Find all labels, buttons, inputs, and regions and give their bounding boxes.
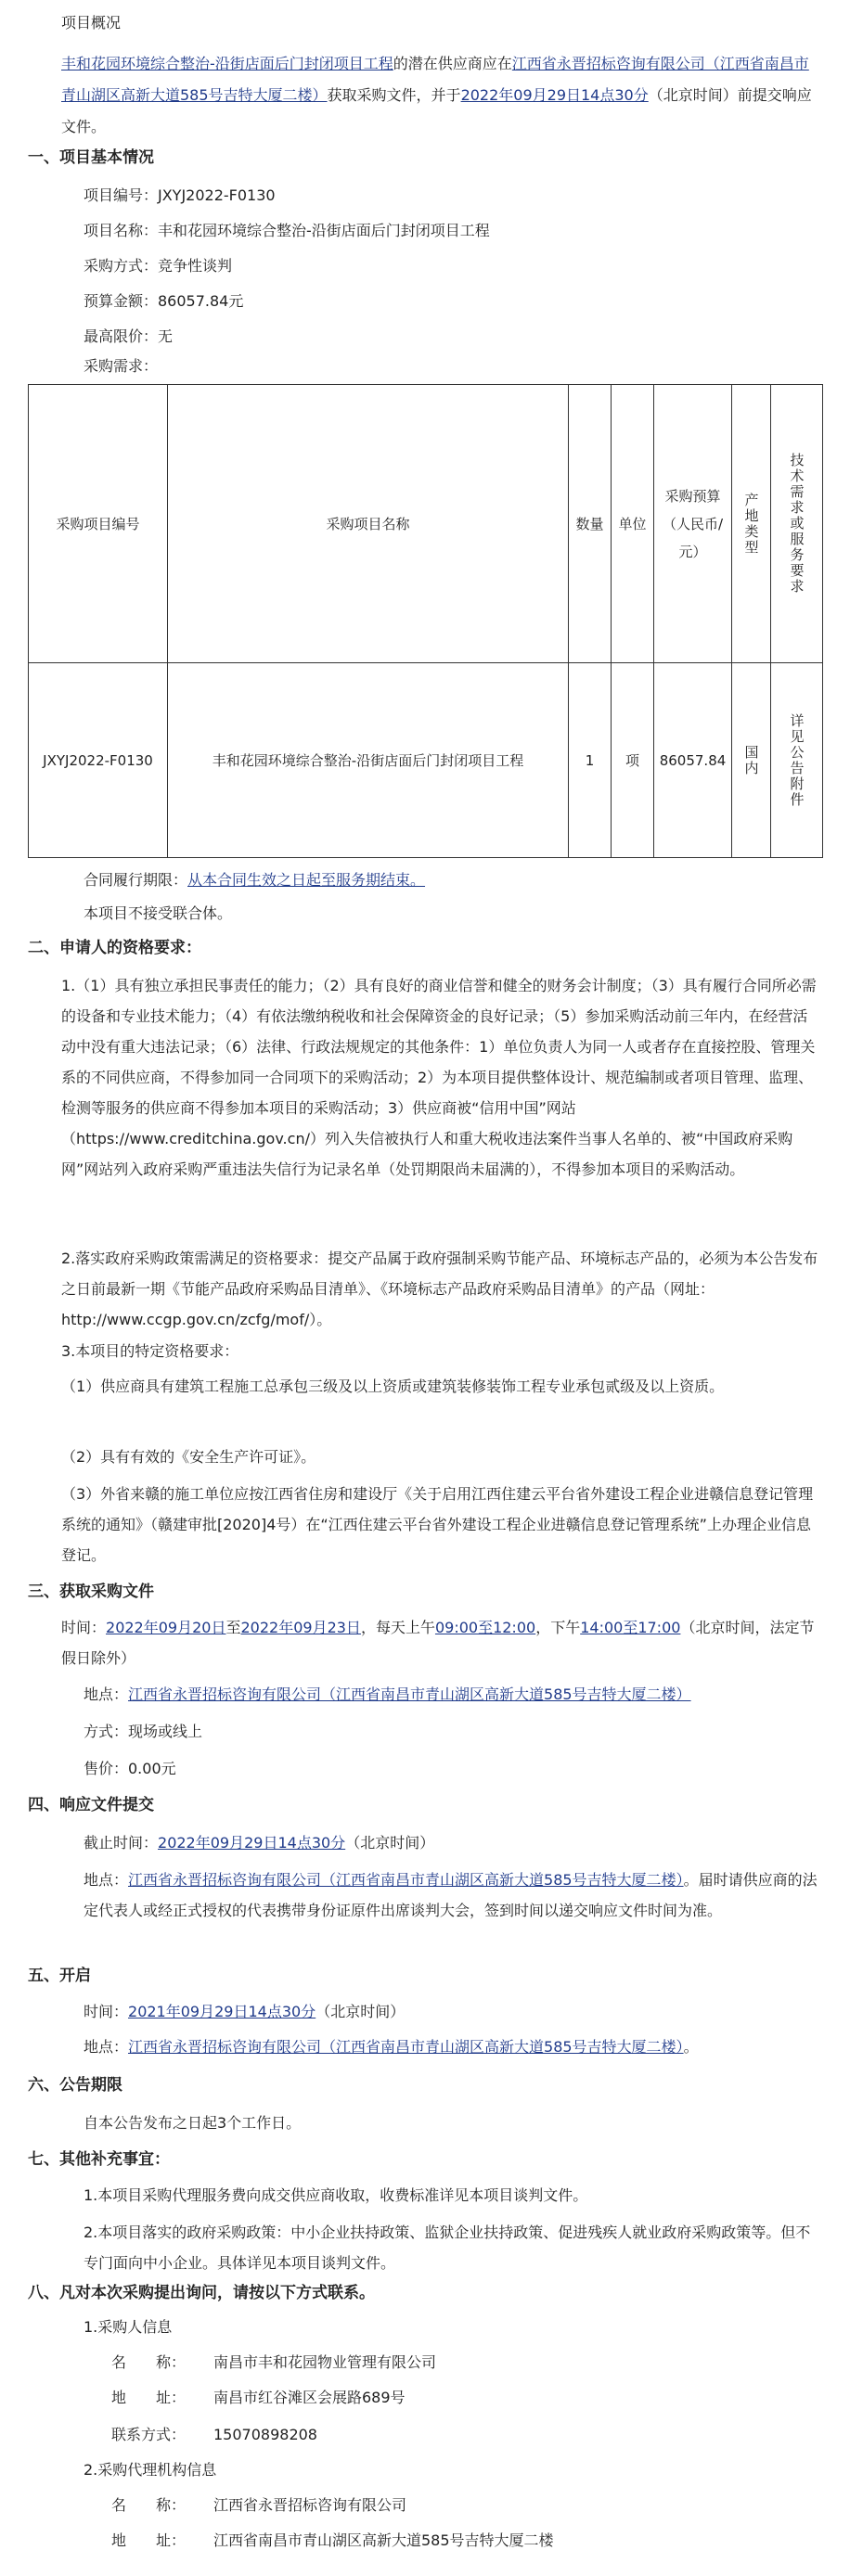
deadline-link: 2022年09月29日14点30分 <box>460 86 649 104</box>
agency-address-link: 江西省永晋招标咨询有限公司（江西省南昌市青山湖区高新大道585号吉特大厦二楼） <box>61 55 809 104</box>
opening-place: 地点：江西省永晋招标咨询有限公司（江西省南昌市青山湖区高新大道585号吉特大厦二楼）。 <box>84 2038 699 2056</box>
budget-amount: 预算金额：86057.84元 <box>84 292 244 310</box>
header-cell: 采购预算（人民币/元） <box>654 385 732 663</box>
table-cell: 86057.84 <box>654 663 732 858</box>
submission-deadline: 截止时间：2022年09月29日14点30分（北京时间） <box>84 1834 435 1852</box>
overview-title: 项目概况 <box>61 14 122 32</box>
table-cell: 国内 <box>732 663 771 858</box>
project-number: 项目编号：JXYJ2022-F0130 <box>84 186 276 204</box>
requirement-table <box>28 384 823 858</box>
section-5-heading: 五、开启 <box>28 1967 91 1985</box>
table-cell: 丰和花园环境综合整治-沿街店面后门封闭项目工程 <box>168 663 569 858</box>
buyer-name: 名 称： 南昌市丰和花园物业管理有限公司 <box>111 2353 437 2371</box>
agent-address: 地 址： 江西省南昌市青山湖区高新大道585号吉特大厦二楼 <box>111 2531 554 2549</box>
table-cell: 项 <box>612 663 654 858</box>
acquire-time: 时间：2022年09月20日至2022年09月23日，每天上午09:00至12:00，下午14:00至17:00（北京时间，法定节假日除外） <box>61 1619 815 1667</box>
qualification-item-2: 2.落实政府采购政策需满足的资格要求：提交产品属于政府强制采购节能产品、环境标志产品的，必须为本公告发布之日前最新一期《节能产品政府采购品目清单》、《环境标志产品政府采购品目清单》的产品（网址：http://www.ccgp.gov.cn/zcfg/mof/）。 <box>61 1250 818 1328</box>
project-name: 项目名称：丰和花园环境综合整治-沿街店面后门封闭项目工程 <box>84 222 490 239</box>
opening-time: 时间：2021年09月29日14点30分（北京时间） <box>84 2003 406 2020</box>
section-7-heading: 七、其他补充事宜： <box>28 2150 170 2169</box>
table-cell: 1 <box>569 663 612 858</box>
section-4-heading: 四、响应文件提交 <box>28 1796 154 1814</box>
header-cell: 技术需求或服务要求 <box>771 385 823 663</box>
table-cell: 详见公告附件 <box>771 663 823 858</box>
max-price: 最高限价：无 <box>84 327 174 345</box>
qualification-item-3: 3.本项目的特定资格要求： <box>61 1342 239 1360</box>
header-cell: 采购项目名称 <box>168 385 569 663</box>
table-header-row <box>29 385 823 663</box>
section-3-heading: 三、获取采购文件 <box>28 1583 154 1601</box>
acquire-method: 方式：现场或线上 <box>84 1723 203 1740</box>
header-cell: 数量 <box>569 385 612 663</box>
supplement-item-2: 2.本项目落实的政府采购政策：中小企业扶持政策、监狱企业扶持政策、促进残疾人就业政府采购政策等。但不专门面向中小企业。具体详见本项目谈判文件。 <box>84 2224 811 2272</box>
header-cell: 单位 <box>612 385 654 663</box>
section-2-heading: 二、申请人的资格要求： <box>28 939 201 957</box>
header-cell: 产地类型 <box>732 385 771 663</box>
project-name-link: 丰和花园环境综合整治-沿街店面后门封闭项目工程 <box>61 55 393 72</box>
notice-period: 自本公告发布之日起3个工作日。 <box>84 2114 302 2132</box>
table-cell: JXYJ2022-F0130 <box>29 663 168 858</box>
qualification-item-3-1: （1）供应商具有建筑工程施工总承包三级及以上资质或建筑装修装饰工程专业承包贰级及以上资质。 <box>61 1378 725 1395</box>
qualification-item-3-2: （2）具有有效的《安全生产许可证》。 <box>61 1448 316 1466</box>
agent-info-title: 2.采购代理机构信息 <box>84 2461 217 2479</box>
qualification-item-3-3: （3）外省来赣的施工单位应按江西省住房和建设厅《关于启用江西住建云平台省外建设工程企业进赣信息登记管理系统的通知》（赣建审批[2020]4号）在“江西住建云平台省外建设工程企业进赣信息登记管理系统”上办理企业信息登记。 <box>61 1485 814 1564</box>
header-cell: 采购项目编号 <box>29 385 168 663</box>
buyer-address: 地 址： 南昌市红谷滩区会展路689号 <box>111 2389 406 2406</box>
qualification-item-1: 1.（1）具有独立承担民事责任的能力；（2）具有良好的商业信誉和健全的财务会计制度；（3）具有履行合同所必需的设备和专业技术能力；（4）有依法缴纳税收和社会保障资金的良好记录；（5）参加采购活动前三年内，在经营活动中没有重大违法记录；（6）法律、行政法规规定的其他条件：1）单位负责人为同一人或者存在直接控股、管理关系的不同供应商，不得参加同一合同项下的采购活动；2）为本项目提供整体设计、规范编制或者项目管理、监理、检测等服务的供应商不得参加本项目的采购活动；3）供应商被“信用中国”网站（https://www.creditchina.gov.cn/）列入失信被执行人和重大税收违法案件当事人名单的、被“中国政府采购网”网站列入政府采购严重违法失信行为记录名单（处罚期限尚未届满的），不得参加本项目的采购活动。 <box>61 977 817 1178</box>
section-8-heading: 八、凡对本次采购提出询问，请按以下方式联系。 <box>28 2284 375 2302</box>
submission-place: 地点：江西省永晋招标咨询有限公司（江西省南昌市青山湖区高新大道585号吉特大厦二楼）。届时请供应商的法定代表人或经正式授权的代表携带身份证原件出席谈判大会，签到时间以递交响应文件时间为准。 <box>84 1871 818 1919</box>
contract-term: 合同履行期限：从本合同生效之日起至服务期结束。 <box>84 871 426 889</box>
document-price: 售价：0.00元 <box>84 1760 176 1777</box>
acquire-place: 地点：江西省永晋招标咨询有限公司（江西省南昌市青山湖区高新大道585号吉特大厦二楼） <box>84 1685 691 1703</box>
buyer-phone: 联系方式： 15070898208 <box>111 2426 317 2443</box>
table-row <box>29 663 823 858</box>
buyer-info-title: 1.采购人信息 <box>84 2318 173 2336</box>
section-1-heading: 一、项目基本情况 <box>28 148 154 167</box>
supplement-item-1: 1.本项目采购代理服务费向成交供应商收取，收费标准详见本项目谈判文件。 <box>84 2186 588 2204</box>
requirement-label: 采购需求： <box>84 357 159 375</box>
agent-name: 名 称： 江西省永晋招标咨询有限公司 <box>111 2496 407 2514</box>
consortium-note: 本项目不接受联合体。 <box>84 904 233 922</box>
section-6-heading: 六、公告期限 <box>28 2076 122 2095</box>
overview-paragraph: 丰和花园环境综合整治-沿街店面后门封闭项目工程的潜在供应商应在江西省永晋招标咨询有限公司（江西省南昌市青山湖区高新大道585号吉特大厦二楼）获取采购文件，并于2022年09月29日14点30分（北京时间）前提交响应文件。 <box>61 55 812 135</box>
procurement-method: 采购方式：竞争性谈判 <box>84 257 233 275</box>
